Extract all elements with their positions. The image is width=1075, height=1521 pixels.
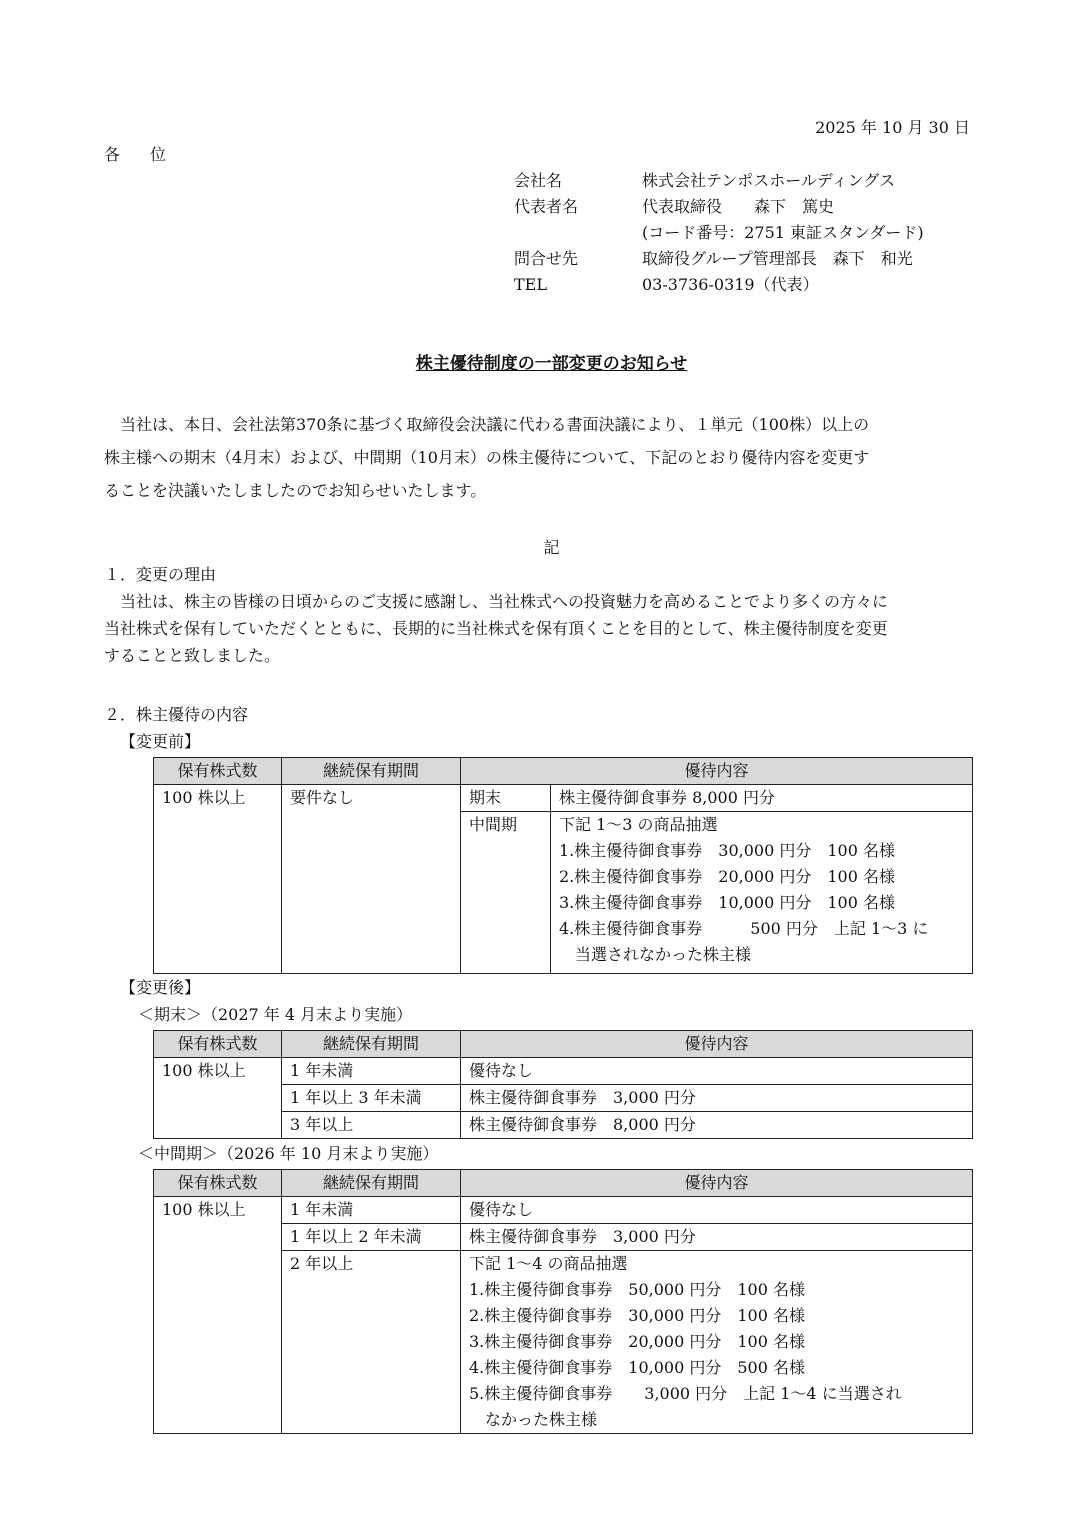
header-period: 継続保有期間 — [282, 1031, 461, 1058]
shares-cell: 100 株以上 — [154, 1197, 282, 1434]
content-cell: 株主優待御食事券 8,000 円分 — [461, 1112, 973, 1139]
company-info-row — [514, 272, 924, 298]
content-cell: 優待なし — [461, 1058, 973, 1085]
period-cell: 1 年未満 — [282, 1197, 461, 1224]
period-cell: 1 年以上 2 年未満 — [282, 1224, 461, 1251]
company-info-row — [514, 246, 924, 272]
content-cell: 株主優待御食事券 3,000 円分 — [461, 1224, 973, 1251]
table-header-row — [154, 1031, 973, 1058]
header-shares: 保有株式数 — [154, 758, 282, 785]
term-cell: 中間期 — [461, 812, 551, 974]
company-info-row — [514, 220, 924, 246]
after-interim-label: ＜中間期＞（2026 年 10 月末より実施） — [138, 1144, 439, 1163]
header-period: 継続保有期間 — [282, 758, 461, 785]
after-end-table — [153, 1030, 973, 1139]
header-content: 優待内容 — [461, 1031, 973, 1058]
shares-cell: 100 株以上 — [154, 785, 282, 974]
company-name: 株式会社テンポスホールディングス — [642, 171, 896, 190]
tel-label: TEL — [514, 275, 547, 294]
header-period: 継続保有期間 — [282, 1170, 461, 1197]
table-row — [154, 785, 973, 812]
representative-name: 代表取締役 森下 篤史 — [642, 197, 835, 216]
header-shares: 保有株式数 — [154, 1031, 282, 1058]
table-header-row — [154, 1170, 973, 1197]
before-label: 【変更前】 — [120, 732, 201, 751]
period-cell: 1 年以上 3 年未満 — [282, 1085, 461, 1112]
header-content: 優待内容 — [461, 758, 973, 785]
intro-paragraph: 当社は、本日、会社法第370条に基づく取締役会決議に代わる書面決議により、１単元（100株）以上の 株主様への期末（4月末）および、中間期（10月末）の株主優待について、下記のとおり優待内容を変更す ることを決議いたしましたのでお知らせいたします。 — [104, 415, 870, 500]
table-row — [154, 1197, 973, 1224]
company-info-row — [514, 168, 924, 194]
section2-heading: ２．株主優待の内容 — [104, 705, 249, 724]
table-header-row — [154, 758, 973, 785]
table-row — [154, 1058, 973, 1085]
contact-person: 取締役グループ管理部長 森下 和光 — [642, 249, 913, 268]
shares-cell: 100 株以上 — [154, 1058, 282, 1139]
period-cell: 2 年以上 — [282, 1251, 461, 1434]
period-cell: 1 年未満 — [282, 1058, 461, 1085]
company-info-block — [514, 168, 924, 298]
term-cell: 期末 — [461, 785, 551, 812]
company-name-label: 会社名 — [514, 171, 563, 190]
document-title: 株主優待制度の一部変更のお知らせ — [415, 354, 688, 374]
document-date: 2025 年 10 月 30 日 — [815, 118, 970, 137]
contact-label: 問合せ先 — [514, 249, 579, 268]
ki-marker: 記 — [543, 538, 560, 557]
code-label — [514, 220, 642, 246]
tel-number: 03-3736-0319（代表） — [642, 275, 819, 294]
after-label: 【変更後】 — [120, 978, 201, 997]
stock-code: (コード番号：2751 東証スタンダード) — [642, 223, 924, 242]
representative-label: 代表者名 — [514, 197, 579, 216]
after-interim-table — [153, 1169, 973, 1434]
section1-body: 当社は、株主の皆様の日頃からのご支援に感謝し、当社株式への投資魅力を高めることでより多くの方々に 当社株式を保有していただくとともに、長期的に当社株式を保有頂くことを目的として、株主優待制度を変更 することと致しました。 — [104, 592, 889, 665]
content-cell: 株主優待御食事券 8,000 円分 — [551, 785, 973, 812]
before-table — [153, 757, 973, 974]
period-cell: 要件なし — [282, 785, 461, 974]
header-shares: 保有株式数 — [154, 1170, 282, 1197]
addressee: 各位 — [104, 145, 197, 164]
content-cell: 株主優待御食事券 3,000 円分 — [461, 1085, 973, 1112]
content-cell: 下記 1〜4 の商品抽選 1.株主優待御食事券 50,000 円分 100 名様 2.株主優待御食事券 30,000 円分 100 名様 3.株主優待御食事券 20,000 円分 100 名様 4.株主優待御食事券 10,000 円分 500 名様 5.株主優待御食事券 3,000 円分 上記 1〜4 に当選され なかった株主様 — [461, 1251, 973, 1434]
company-info-row — [514, 194, 924, 220]
content-cell: 優待なし — [461, 1197, 973, 1224]
content-cell: 下記 1〜3 の商品抽選 1.株主優待御食事券 30,000 円分 100 名様 2.株主優待御食事券 20,000 円分 100 名様 3.株主優待御食事券 10,000 円分 100 名様 4.株主優待御食事券 500 円分 上記 1〜3 に 当選されなかった株主様 — [551, 812, 973, 974]
period-cell: 3 年以上 — [282, 1112, 461, 1139]
header-content: 優待内容 — [461, 1170, 973, 1197]
section1-heading: １．変更の理由 — [104, 565, 217, 584]
after-end-label: ＜期末＞（2027 年 4 月末より実施） — [138, 1005, 413, 1024]
